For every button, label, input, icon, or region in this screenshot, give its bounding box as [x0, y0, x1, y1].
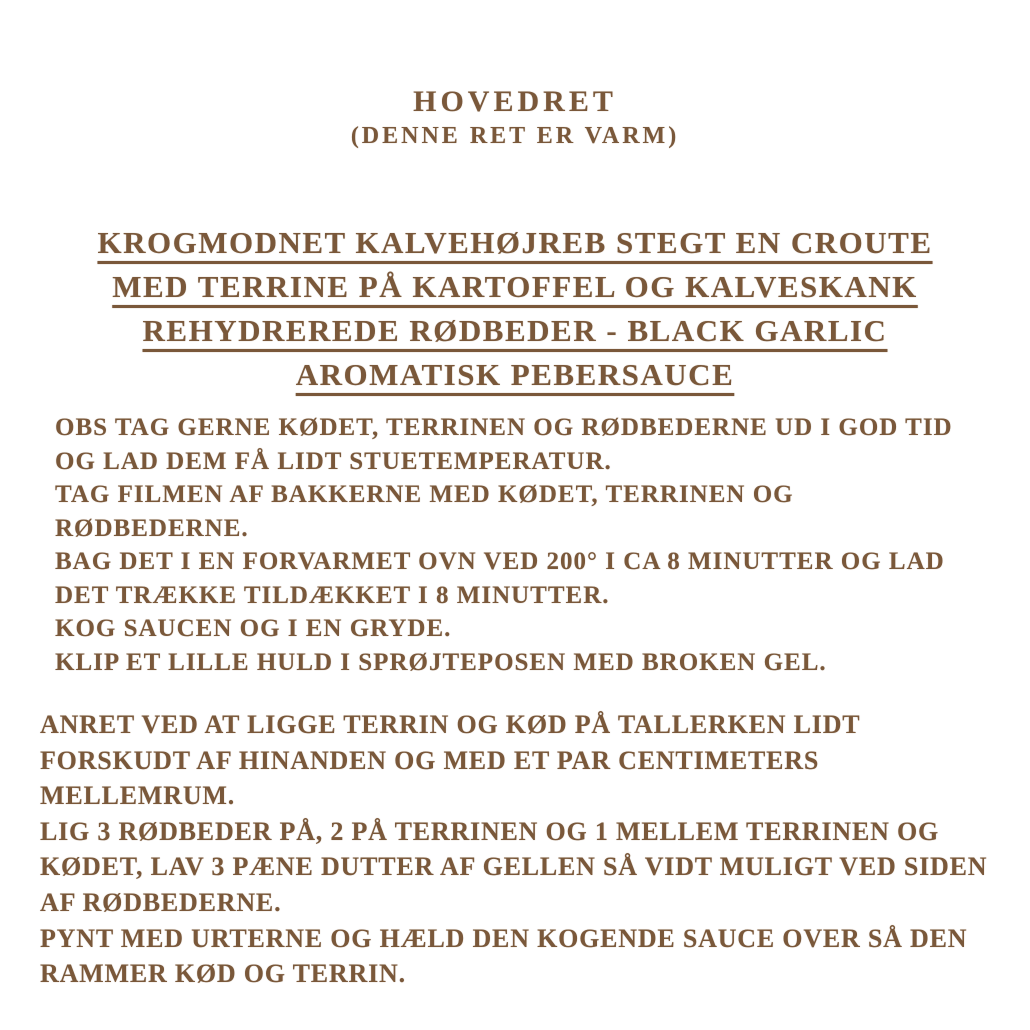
plating-line: AF RØDBEDERNE.	[40, 887, 282, 917]
preparation-line: OG LAD DEM FÅ LIDT STUETEMPERATUR.	[55, 447, 612, 475]
preparation-line: KLIP ET LILLE HULD I SPRØJTEPOSEN MED BROKEN GEL.	[55, 648, 827, 676]
course-note: (DENNE RET ER VARM)	[350, 123, 680, 149]
plating-instructions	[40, 707, 1030, 992]
dish-title	[0, 221, 1030, 397]
preparation-line: RØDBEDERNE.	[55, 514, 249, 542]
plating-line: LIG 3 RØDBEDER PÅ, 2 PÅ TERRINEN OG 1 MELLEM TERRINEN OG	[40, 816, 940, 846]
plating-line: PYNT MED URTERNE OG HÆLD DEN KOGENDE SAUCE OVER SÅ DEN	[40, 923, 968, 953]
dish-title-line: REHYDREREDE RØDBEDER - BLACK GARLIC	[142, 313, 888, 348]
dish-title-line: KROGMODNET KALVEHØJREB STEGT EN CROUTE	[97, 225, 933, 260]
dish-title-line: AROMATISK PEBERSAUCE	[295, 357, 735, 392]
plating-line: RAMMER KØD OG TERRIN.	[40, 959, 406, 989]
plating-line: FORSKUDT AF HINANDEN OG MED ET PAR CENTIMETERS	[40, 745, 820, 775]
preparation-line: OBS TAG GERNE KØDET, TERRINEN OG RØDBEDERNE UD I GOD TID	[55, 414, 953, 441]
preparation-line: BAG DET I EN FORVARMET OVN VED 200° I CA 8 MINUTTER OG LAD	[55, 548, 945, 575]
preparation-line: DET TRÆKKE TILDÆKKET I 8 MINUTTER.	[55, 581, 610, 609]
plating-line: MELLEMRUM.	[40, 781, 236, 811]
dish-title-line: MED TERRINE PÅ KARTOFFEL OG KALVESKANK	[112, 269, 918, 304]
plating-line: KØDET, LAV 3 PÆNE DUTTER AF GELLEN SÅ VIDT MULIGT VED SIDEN	[40, 852, 988, 882]
preparation-instructions	[55, 411, 1030, 679]
course-title: HOVEDRET	[413, 85, 617, 118]
preparation-line: TAG FILMEN AF BAKKERNE MED KØDET, TERRINEN OG	[55, 481, 794, 508]
preparation-line: KOG SAUCEN OG I EN GRYDE.	[55, 615, 452, 642]
plating-line: ANRET VED AT LIGGE TERRIN OG KØD PÅ TALLERKEN LIDT	[40, 710, 861, 739]
